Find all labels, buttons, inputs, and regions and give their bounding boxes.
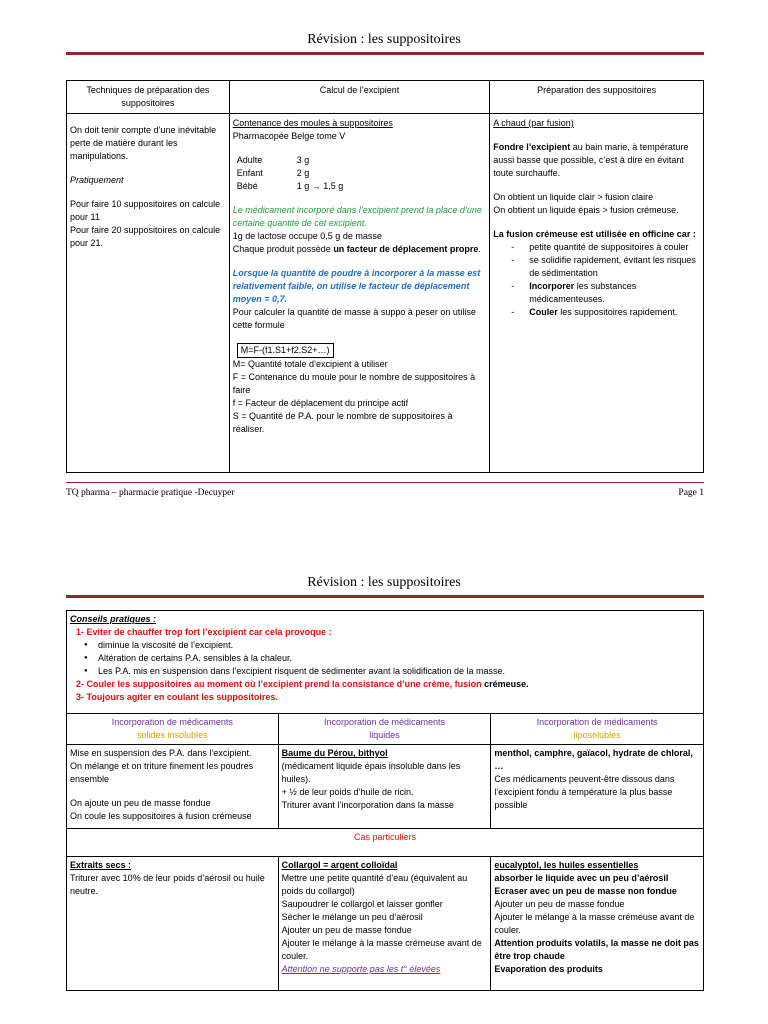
calc-10-text: Pour faire 10 suppositoires on calcule pour 11 <box>70 199 221 222</box>
def-facteur: f = Facteur de déplacement du principe actif <box>232 398 409 408</box>
liquides-l3: Triturer avant l’incorporation dans la masse <box>281 800 454 810</box>
page2-title-rule <box>66 595 704 598</box>
liquides-l1: (médicament liquide épais insoluble dans les huiles). <box>281 761 461 784</box>
fusion-claire-text: On obtient un liquide clair > fusion claire <box>493 192 654 202</box>
cas-particuliers: Cas particuliers <box>67 829 704 857</box>
liquides-l2: + ½ de leur poids d’huile de ricin. <box>281 787 414 797</box>
extraits-heading: Extraits secs : <box>70 860 132 870</box>
list-item: ● diminue la viscosité de l’excipient. <box>70 639 700 652</box>
page-number: Page 1 <box>678 488 704 498</box>
header-techniques: Techniques de préparation des suppositoires <box>67 81 230 114</box>
formula-intro: Pour calculer la quantité de masse à suppo à peser on utilise cette formule <box>232 307 476 330</box>
liposolubles-heading: menthol, camphre, gaïacol, hydrate de chloral, … <box>494 748 693 771</box>
footer-left: TQ pharma – pharmacie pratique -Decuyper <box>66 488 235 498</box>
col-liposolubles-header: Incorporation de médicaments liposolubles <box>491 714 704 745</box>
list-item: - petite quantité de suppositoires à couler <box>529 241 700 254</box>
conseil-3: 3- Toujours agiter en coulant les suppositoires. <box>76 692 278 702</box>
header-calcul: Calcul de l’excipient <box>229 81 490 114</box>
pratiquement-text: Pratiquement <box>70 175 124 185</box>
solides-l4: On coule les suppositoires à fusion crémeuse <box>70 811 252 821</box>
lactose-text: 1g de lactose occupe 0,5 g de masse <box>232 231 382 241</box>
fusion-cremeuse-text: On obtient un liquide épais > fusion crémeuse. <box>493 205 679 215</box>
eucalyptol-l1: absorber le liquide avec un peu d’aérosil <box>494 873 669 883</box>
extraits-cell <box>67 857 279 991</box>
dosage-enfant: Enfant 2 g <box>236 168 310 178</box>
officine-list <box>493 241 700 319</box>
collargol-heading: Collargol = argent colloïdal <box>281 860 398 870</box>
eucalyptol-l6: Evaporation des produits <box>494 964 603 974</box>
collargol-l2: Saupoudrer le collargol et laisser gonfler <box>281 899 443 909</box>
eucalyptol-l3: Ajouter un peu de masse fondue <box>494 899 625 909</box>
conseils-cell <box>67 611 704 714</box>
collargol-l5: Ajouter le mélange à la masse crémeuse avant de couler. <box>281 938 482 961</box>
pharmacopee-text: Pharmacopée Belge tome V <box>232 131 346 141</box>
page1-table <box>66 80 704 473</box>
fondre-text: Fondre l’excipient au bain marie, à température aussi basse que possible, c’est à dire en évitant toute surchauffe. <box>493 142 689 178</box>
perte-text: On doit tenir compte d’une inévitable perte de matière durant les manipulations. <box>70 125 217 161</box>
green-note: Le médicament incorporé dans l’excipient prend la place d’une certaine quantité de cet excipient. <box>232 205 482 228</box>
list-item: - se solidifie rapidement, évitant les risques de sédimentation <box>529 254 700 280</box>
collargol-l1: Mettre une petite quantité d’eau (équivalent au poids du collargol) <box>281 873 468 896</box>
page2-table <box>66 610 704 991</box>
list-item: ● Les P.A. mis en suspension dans l’excipient risquent de sédimenter avant la solidification de la masse. <box>70 665 700 678</box>
solides-cell <box>67 745 279 829</box>
def-m: M= Quantité totale d’excipient à utiliser <box>232 359 388 369</box>
eucalyptol-l5: Attention produits volatils, la masse ne doit pas être trop chaude <box>494 938 699 961</box>
collargol-l3: Sécher le mélange un peu d’aérosil <box>281 912 423 922</box>
contenance-heading: Contenance des moules à suppositoires <box>232 118 393 128</box>
calc-20-text: Pour faire 20 suppositoires on calcule pour 21. <box>70 225 221 248</box>
eucalyptol-l2: Ecraser avec un peu de masse non fondue <box>494 886 677 896</box>
liposolubles-cell <box>491 745 704 829</box>
page1-footer <box>66 482 704 498</box>
blue-note: Lorsque la quantité de poudre à incorporer à la masse est relativement faible, on utilise le facteur de déplacement moyen = 0,7. <box>232 268 481 304</box>
header-preparation: Préparation des suppositoires <box>490 81 704 114</box>
eucalyptol-cell <box>491 857 704 991</box>
solides-l2: On mélange et on triture finement les poudres ensemble <box>70 761 254 784</box>
def-s: S = Quantité de P.A. pour le nombre de suppositoires à réaliser. <box>232 411 453 434</box>
collargol-cell <box>278 857 491 991</box>
list-item: - Incorporer les substances médicamenteuses. <box>529 280 700 306</box>
dosage-adulte: Adulte 3 g <box>236 155 310 165</box>
formula-box: M=F-(f1.S1+f2.S2+…) <box>237 343 334 358</box>
list-item: ● Altération de certains P.A. sensibles à la chaleur. <box>70 652 700 665</box>
eucalyptol-heading: eucalyptol, les huiles essentielles <box>494 860 639 870</box>
conseil-2: 2- Couler les suppositoires au moment où l’excipient prend la consistance d’une crème, fusion crémeuse. <box>76 679 529 689</box>
liposolubles-l1: Ces médicaments peuvent-être dissous dans l’excipient fondu à température la plus basse possible <box>494 774 675 810</box>
extraits-l1: Triturer avec 10% de leur poids d’aérosil ou huile neutre. <box>70 873 265 896</box>
list-item: - Couler les suppositoires rapidement. <box>529 306 700 319</box>
conseil-1: 1- Eviter de chauffer trop fort l’excipient car cela provoque : <box>76 627 332 637</box>
officine-text: La fusion crémeuse est utilisée en officine car : <box>493 229 696 239</box>
a-chaud-heading: A chaud (par fusion) <box>493 118 574 128</box>
def-f: F = Contenance du moule pour le nombre de suppositoires à faire <box>232 372 476 395</box>
preparation-cell <box>490 114 704 473</box>
page1-title: Révision : les suppositoires <box>307 32 461 47</box>
conseil-1-list <box>70 639 700 678</box>
calcul-cell <box>229 114 490 473</box>
page2-title: Révision : les suppositoires <box>307 575 461 590</box>
facteur-text: Chaque produit possède un facteur de déplacement propre. <box>232 244 481 254</box>
eucalyptol-l4: Ajouter le mélange à la masse crémeuse avant de couler. <box>494 912 695 935</box>
dosage-bebe: Bébé 1 g → 1,5 g <box>236 181 344 191</box>
collargol-warning: Attention ne supporte pas les t° élevées <box>281 964 441 974</box>
solides-l1: Mise en suspension des P.A. dans l’excipient. <box>70 748 252 758</box>
col-liquides-header: Incorporation de médicaments liquides <box>278 714 491 745</box>
collargol-l4: Ajouter un peu de masse fondue <box>281 925 412 935</box>
page1-title-rule <box>66 52 704 55</box>
liquides-cell <box>278 745 491 829</box>
conseils-heading: Conseils pratiques : <box>70 614 157 624</box>
techniques-cell <box>67 114 230 473</box>
col-solides-header: Incorporation de médicaments solides insolubles <box>67 714 279 745</box>
liquides-heading: Baume du Pérou, bithyol <box>281 748 388 758</box>
solides-l3: On ajoute un peu de masse fondue <box>70 798 211 808</box>
